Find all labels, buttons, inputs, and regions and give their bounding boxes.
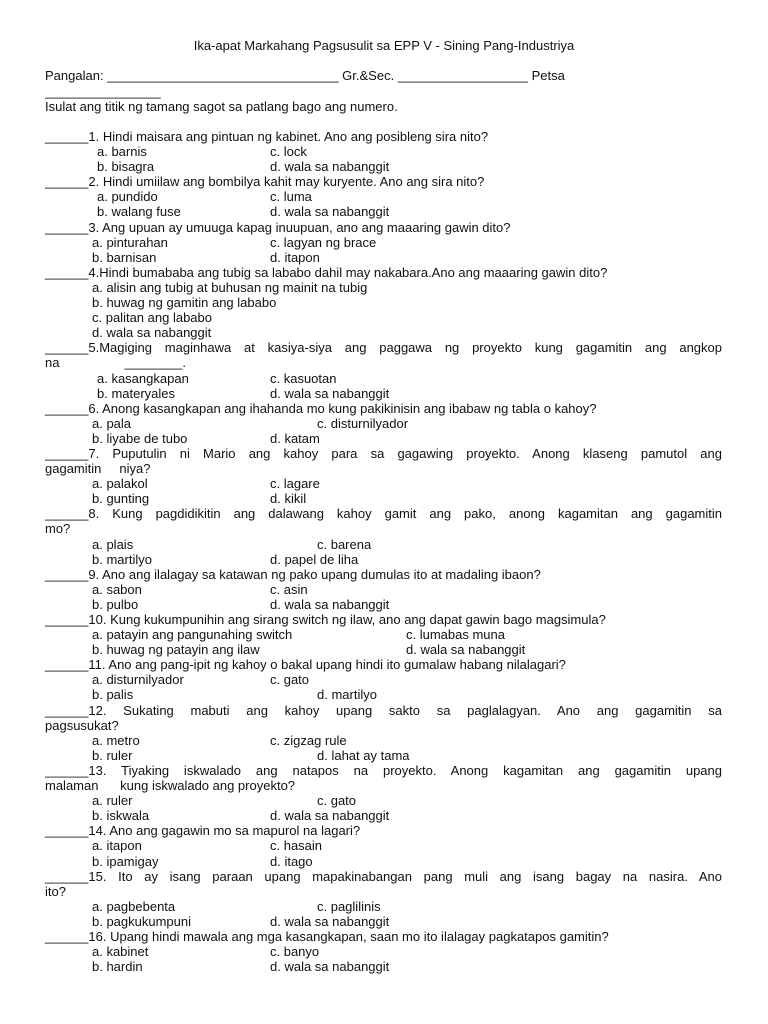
option-row <box>45 687 722 702</box>
answer-option: a. pala <box>92 415 132 431</box>
option-row <box>45 808 722 823</box>
option-row <box>45 899 722 914</box>
question-text-continuation: malaman kung iskwalado ang proyekto? <box>45 778 296 794</box>
answer-option: b. huwag ng patayin ang ilaw <box>92 642 260 658</box>
answer-option: d. wala sa nabanggit <box>270 159 390 175</box>
answer-option: d. itapon <box>270 249 320 265</box>
answer-option: b. martilyo <box>92 551 152 567</box>
question-item <box>45 567 722 612</box>
answer-option: c. gato <box>317 793 357 809</box>
question-text: 8. Kung pagdidikitin ang dalawang kahoy gamit ang pako, anong kagamitan ang gagamitin <box>88 506 722 522</box>
option-row <box>45 416 722 431</box>
option-row <box>45 597 722 612</box>
answer-option: c. hasain <box>270 838 323 854</box>
question-item <box>45 823 722 868</box>
question-item <box>45 703 722 763</box>
option-row <box>45 325 722 340</box>
answer-option: c. zigzag rule <box>270 732 347 748</box>
answer-option: a. palakol <box>92 476 148 492</box>
answer-option: c. banyo <box>270 944 320 960</box>
student-info-line <box>45 68 725 83</box>
answer-blank[interactable]: ______ <box>45 219 89 235</box>
option-row <box>45 476 722 491</box>
option-row <box>45 235 722 250</box>
option-row <box>45 431 722 446</box>
answer-option: c. lagare <box>270 476 320 492</box>
question-item <box>45 265 722 340</box>
answer-option: c. gato <box>270 672 310 688</box>
answer-option: a. kasangkapan <box>97 370 189 386</box>
option-row <box>45 310 722 325</box>
option-row <box>45 491 722 506</box>
answer-option: b. materyales <box>97 385 176 401</box>
answer-blank[interactable]: ______ <box>45 129 89 144</box>
question-list <box>45 129 722 974</box>
answer-option: a. pinturahan <box>92 234 168 250</box>
option-row <box>45 733 722 748</box>
question-text: 13. Tiyaking iskwalado ang natapos na proyekto. Anong kagamitan ang gagamitin upang <box>88 762 722 778</box>
answer-option: d. katam <box>270 430 320 446</box>
option-row <box>45 280 722 295</box>
option-row <box>45 582 722 597</box>
answer-blank[interactable]: ______ <box>45 566 89 582</box>
answer-blank[interactable]: ______ <box>45 928 89 944</box>
answer-option: b. palis <box>92 687 134 703</box>
answer-blank[interactable]: ______ <box>45 868 89 884</box>
option-row <box>45 371 722 386</box>
answer-option: b. barnisan <box>92 249 157 265</box>
answer-option: c. palitan ang lababo <box>92 310 212 326</box>
question-item <box>45 612 722 657</box>
answer-option: d. kikil <box>270 491 307 507</box>
question-text: 14. Ano ang gagawin mo sa mapurol na lagari? <box>88 823 361 839</box>
option-row <box>45 144 722 159</box>
instructions: Isulat ang titik ng tamang sagot sa patlang bago ang numero. <box>45 99 398 114</box>
question-text: 5.Magiging maginhawa at kasiya-siya ang paggawa ng proyekto kung gagamitin ang angkop <box>88 340 722 356</box>
answer-blank[interactable]: ______ <box>45 762 89 778</box>
option-row <box>45 386 722 401</box>
question-text-continuation: mo? <box>45 521 71 537</box>
option-row <box>45 672 722 687</box>
answer-option: d. wala sa nabanggit <box>270 204 390 220</box>
question-text: 11. Ano ang pang-ipit ng kahoy o bakal upang hindi ito gumalaw habang nilalagari? <box>88 657 566 673</box>
answer-option: a. sabon <box>92 581 142 597</box>
name-field[interactable]: ________________________________ <box>107 68 339 83</box>
name-label: Pangalan: <box>45 68 104 83</box>
question-item <box>45 174 722 219</box>
answer-blank[interactable]: ______ <box>45 612 89 627</box>
answer-blank[interactable]: ______ <box>45 340 89 356</box>
answer-option: d. wala sa nabanggit <box>92 325 212 341</box>
option-row <box>45 189 722 204</box>
answer-option: d. martilyo <box>317 687 377 703</box>
question-item <box>45 401 722 446</box>
answer-option: a. plais <box>92 536 134 552</box>
question-item <box>45 220 722 265</box>
section-field[interactable]: __________________ <box>397 68 528 83</box>
question-text: 9. Ano ang ilalagay sa katawan ng pako upang dumulas ito at madaling ibaon? <box>88 566 541 582</box>
answer-blank[interactable]: ______ <box>45 657 89 673</box>
answer-blank[interactable]: ______ <box>45 174 89 190</box>
option-row <box>45 748 722 763</box>
date-label: Petsa <box>531 68 565 83</box>
answer-option: b. ipamigay <box>92 853 159 869</box>
question-text-continuation: pagsusukat? <box>45 717 119 733</box>
option-row <box>45 914 722 929</box>
answer-option: b. iskwala <box>92 808 150 824</box>
answer-option: c. luma <box>270 189 312 205</box>
option-row <box>45 552 722 567</box>
answer-option: c. paglilinis <box>317 898 381 914</box>
answer-option: b. gunting <box>92 491 150 507</box>
question-text-continuation: gagamitin niya? <box>45 461 151 477</box>
answer-option: c. barena <box>317 536 372 552</box>
answer-option: d. itago <box>270 853 313 869</box>
answer-option: b. pagkukumpuni <box>92 913 192 929</box>
answer-blank[interactable]: ______ <box>45 823 89 839</box>
option-row <box>45 944 722 959</box>
answer-option: a. pundido <box>97 189 158 205</box>
question-item <box>45 129 722 174</box>
option-row <box>45 838 722 853</box>
question-text: 6. Anong kasangkapan ang ihahanda mo kung pakikinisin ang ibabaw ng tabla o kahoy? <box>88 400 597 416</box>
date-field[interactable]: ________________ <box>45 84 161 99</box>
answer-blank[interactable]: ______ <box>45 702 89 718</box>
answer-option: d. wala sa nabanggit <box>270 385 390 401</box>
answer-option: b. huwag ng gamitin ang lababo <box>92 295 277 311</box>
answer-option: b. hardin <box>92 959 143 975</box>
answer-option: a. barnis <box>97 144 147 160</box>
answer-option: d. papel de liha <box>270 551 359 567</box>
answer-option: c. lock <box>270 144 307 160</box>
answer-option: a. metro <box>92 732 140 748</box>
answer-blank[interactable]: ______ <box>45 400 89 416</box>
question-text: 12. Sukating mabuti ang kahoy upang sakto sa paglalagyan. Ano ang gagamitin sa <box>88 702 722 718</box>
answer-option: c. lumabas muna <box>406 627 505 643</box>
question-item <box>45 929 722 974</box>
question-item <box>45 506 722 566</box>
question-text-continuation: na ________. <box>45 355 186 371</box>
answer-option: d. wala sa nabanggit <box>270 596 390 612</box>
question-text: 1. Hindi maisara ang pintuan ng kabinet. Ano ang posibleng sira nito? <box>88 129 489 144</box>
option-row <box>45 854 722 869</box>
answer-option: c. asin <box>270 581 308 597</box>
option-row <box>45 204 722 219</box>
option-row <box>45 159 722 174</box>
answer-option: c. lagyan ng brace <box>270 234 377 250</box>
question-text: 7. Puputulin ni Mario ang kahoy para sa gagawing proyekto. Anong klaseng pamutol ang <box>88 445 722 461</box>
answer-option: a. disturnilyador <box>92 672 184 688</box>
answer-option: b. pulbo <box>92 596 139 612</box>
answer-option: b. walang fuse <box>97 204 181 220</box>
option-row <box>45 295 722 310</box>
answer-option: d. lahat ay tama <box>317 747 410 763</box>
answer-blank[interactable]: ______ <box>45 506 89 522</box>
answer-option: b. ruler <box>92 747 133 763</box>
answer-blank[interactable]: ______ <box>45 445 89 461</box>
question-item <box>45 657 722 702</box>
answer-option: a. alisin ang tubig at buhusan ng mainit na tubig <box>92 279 368 295</box>
option-row <box>45 250 722 265</box>
answer-option: d. wala sa nabanggit <box>406 642 526 658</box>
question-text: 10. Kung kukumpunihin ang sirang switch ng ilaw, ano ang dapat gawin bago magsimula? <box>88 612 606 627</box>
section-label: Gr.&Sec. <box>342 68 395 83</box>
answer-blank[interactable]: ______ <box>45 264 89 280</box>
answer-option: a. ruler <box>92 793 133 809</box>
answer-option: d. wala sa nabanggit <box>270 959 390 975</box>
option-row <box>45 642 722 657</box>
question-text: 15. Ito ay isang paraan upang mapakinabangan pang muli ang isang bagay na nasira. Ano <box>88 868 722 884</box>
answer-option: a. kabinet <box>92 944 149 960</box>
question-text: 3. Ang upuan ay umuuga kapag inuupuan, ano ang maaaring gawin dito? <box>88 219 511 235</box>
exam-title: Ika-apat Markahang Pagsusulit sa EPP V - Sining Pang-Industriya <box>193 38 575 53</box>
answer-option: b. liyabe de tubo <box>92 430 188 446</box>
question-text: 16. Upang hindi mawala ang mga kasangkapan, saan mo ito ilalagay pagkatapos gamitin? <box>88 928 609 944</box>
option-row <box>45 627 722 642</box>
answer-option: a. itapon <box>92 838 142 854</box>
question-item <box>45 446 722 506</box>
option-row <box>45 537 722 552</box>
option-row <box>45 793 722 808</box>
question-text: 4.Hindi bumababa ang tubig sa lababo dahil may nakabara.Ano ang maaaring gawin dito? <box>88 264 608 280</box>
question-item <box>45 869 722 929</box>
answer-option: d. wala sa nabanggit <box>270 913 390 929</box>
option-row <box>45 959 722 974</box>
answer-option: c. kasuotan <box>270 370 337 386</box>
answer-option: a. patayin ang pangunahing switch <box>92 627 293 643</box>
answer-option: b. bisagra <box>97 159 155 175</box>
question-item <box>45 763 722 823</box>
answer-option: d. wala sa nabanggit <box>270 808 390 824</box>
question-text: 2. Hindi umiilaw ang bombilya kahit may kuryente. Ano ang sira nito? <box>88 174 485 190</box>
answer-option: a. pagbebenta <box>92 898 176 914</box>
answer-option: c. disturnilyador <box>317 415 409 431</box>
question-item <box>45 340 722 400</box>
question-text-continuation: ito? <box>45 883 66 899</box>
